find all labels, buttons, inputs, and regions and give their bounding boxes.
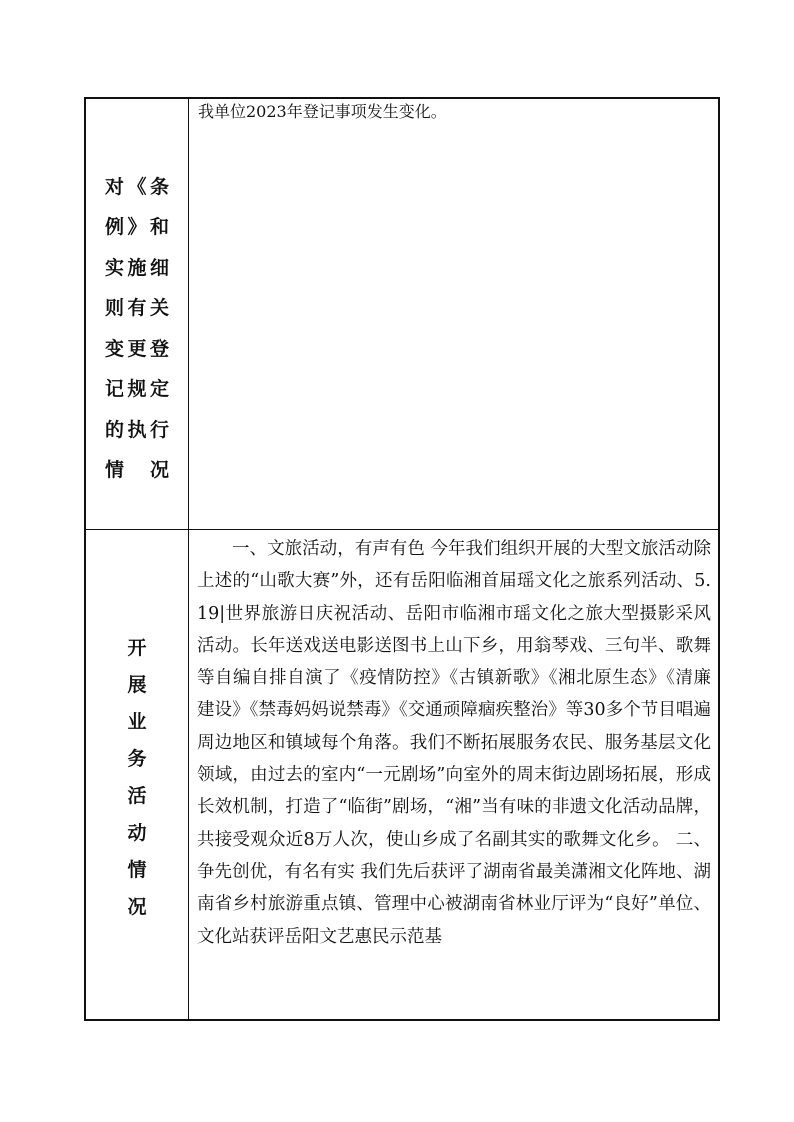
row-label-cell (86, 99, 188, 530)
business-activities-label: 开展业务活动情况 (127, 636, 147, 918)
business-activities-content: 一、文旅活动，有声有色 今年我们组织开展的大型文旅活动除上述的“山歌大赛”外，还有岳阳临湘首届瑶文化之旅系列活动、5.19|世界旅游日庆祝活动、岳阳市临湘市瑶文化之旅大型摄影采风活动。长年送戏送电影送图书上山下乡，用翁琴戏、三句半、歌舞等自编自排自演了《疫情防控》《古镇新歌》《湘北原生态》《清廉建设》《禁毒妈妈说禁毒》《交通顽障痼疾整治》等30多个节目唱遍周边地区和镇域每个角落。我们不断拓展服务农民、服务基层文化领域，由过去的室内“一元剧场”向室外的周末街边剧场拓展，形成长效机制，打造了“临街”剧场，“湘”当有味的非遗文化活动品牌，共接受观众近8万人次，使山乡成了名副其实的歌舞文化乡。 二、争先创优，有名有实 我们先后获评了湖南省最美潇湘文化阵地、湖南省乡村旅游重点镇、管理中心被湖南省林业厅评为“良好”单位、文化站获评岳阳文艺惠民示范基 (197, 539, 711, 947)
change-registration-label: 对《条例》和实施细则有关变更登记规定的执行情 况 (105, 175, 169, 481)
table-row-business-activities (86, 530, 718, 1019)
table-row-change-registration (86, 99, 718, 530)
registration-table (84, 97, 720, 1021)
change-registration-content: 我单位2023年登记事项发生变化。 (198, 102, 447, 121)
row-label-cell (86, 530, 188, 1019)
